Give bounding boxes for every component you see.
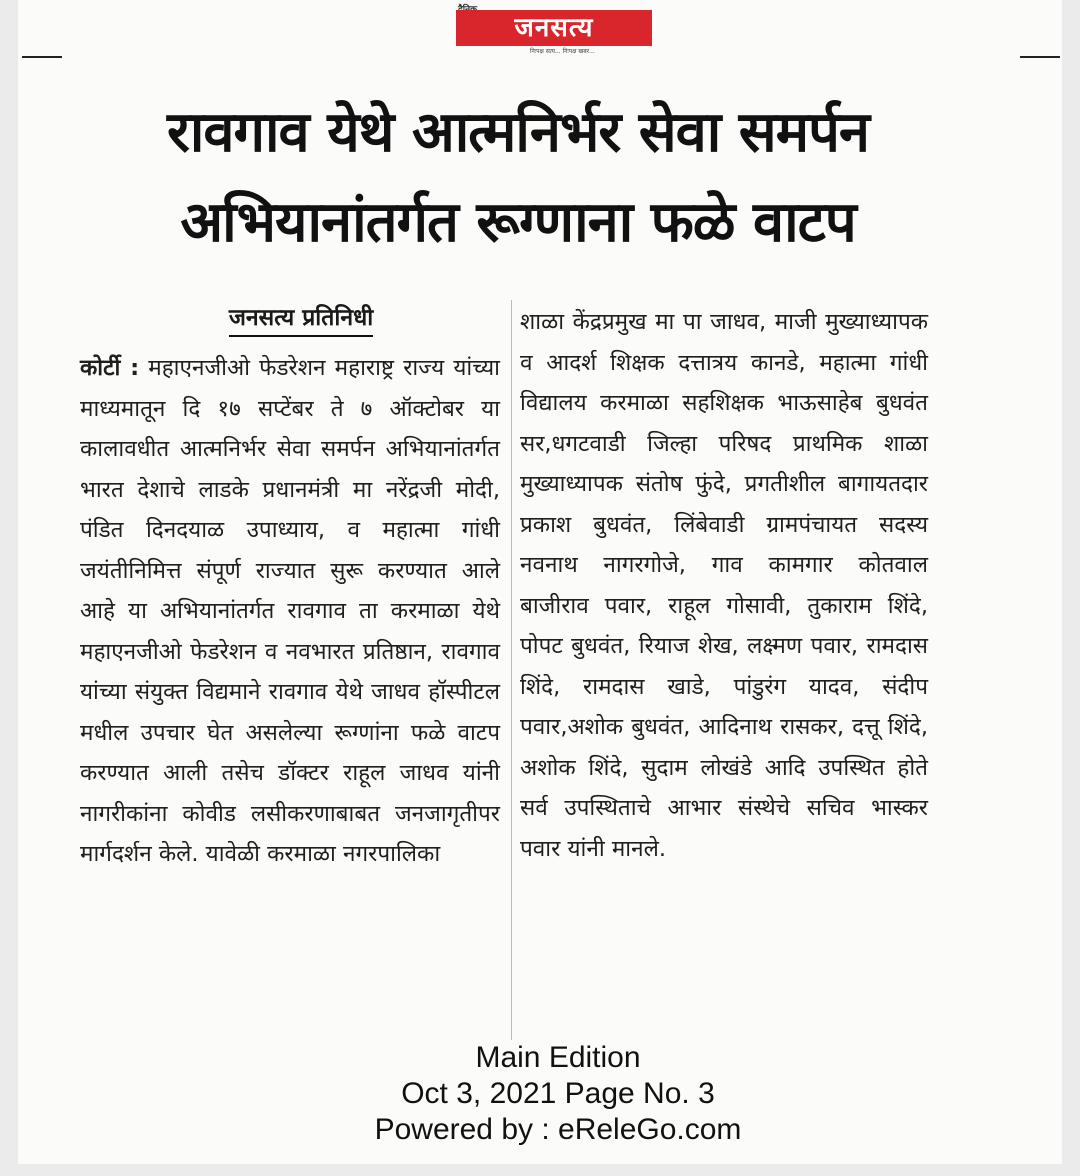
top-rule-right — [1020, 56, 1060, 58]
footer-date-page: Oct 3, 2021 Page No. 3 — [401, 1077, 715, 1110]
article-column-right — [520, 302, 928, 869]
footer-powered-by: Powered by : eReleGo.com — [374, 1113, 742, 1146]
masthead-name: जनसत्य — [456, 10, 652, 46]
article-byline — [96, 300, 506, 332]
headline-line-2: अभियानांतर्गत रूग्णाना फळे वाटप — [180, 190, 856, 255]
footer-edition: Main Edition — [475, 1041, 641, 1074]
headline-line-1: रावगाव येथे आत्मनिर्भर सेवा समर्पन — [166, 100, 869, 165]
top-rule-left — [22, 56, 62, 58]
masthead-tagline: निःपक्ष सत्य... निःपक्ष खबर... — [530, 48, 595, 55]
edition-footer — [318, 1040, 798, 1148]
masthead-logo — [448, 2, 658, 54]
right-column-text: शाळा केंद्रप्रमुख मा पा जाधव, माजी मुख्याध्यापक व आदर्श शिक्षक दत्तात्रय कानडे, महात्मा गांधी विद्यालय करमाळा सहशिक्षक भाऊसाहेब बुधवंत सर,धगटवाडी जिल्हा परिषद प्राथमिक शाळा मुख्याध्यापक संतोष फुंदे, प्रगतीशील बागायतदार प्रकाश बुधवंत, लिंबेवाडी ग्रामपंचायत सदस्य नवनाथ नागरगोजे, गाव कामगार कोतवाल बाजीराव पवार, राहूल गोसावी, तुकाराम शिंदे, पोपट बुधवंत, रियाज शेख, लक्ष्मण पवार, रामदास शिंदे, रामदास खाडे, पांडुरंग यादव, संदीप पवार,अशोक बुधवंत, आदिनाथ रासकर, दत्तू शिंदे, अशोक शिंदे, सुदाम लोखंडे आदि उपस्थित होते सर्व उपस्थिताचे आभार संस्थेचे सचिव भास्कर पवार यांनी मानले. — [520, 309, 928, 862]
byline-text: जनसत्य प्रतिनिधी — [229, 305, 373, 337]
column-divider — [511, 300, 512, 1040]
article-column-left — [80, 348, 500, 875]
article-headline — [68, 88, 968, 268]
article-dateline: कोर्टी : — [80, 355, 140, 381]
newspaper-clipping — [18, 0, 1062, 1164]
left-column-text: महाएनजीओ फेडरेशन महाराष्ट्र राज्य यांच्या माध्यमातून दि १७ सप्टेंबर ते ७ ऑक्टोबर या कालावधीत आत्मनिर्भर सेवा समर्पन अभियानांतर्गत भारत देशाचे लाडके प्रधानमंत्री मा नरेंद्रजी मोदी, पंडित दिनदयाळ उपाध्याय, व महात्मा गांधी जयंतीनिमित्त संपूर्ण राज्यात सुरू करण्यात आले आहे या अभियानांतर्गत रावगाव ता करमाळा येथे महाएनजीओ फेडरेशन व नवभारत प्रतिष्ठान, रावगाव यांच्या संयुक्त विद्यमाने रावगाव येथे जाधव हॉस्पीटल मधील उपचार घेत असलेल्या रूग्णांना फळे वाटप करण्यात आली तसेच डॉक्टर राहूल जाधव यांनी नागरीकांना कोवीड लसीकरणाबाबत जनजागृतीपर मार्गदर्शन केले. यावेळी करमाळा नगरपालिका — [80, 355, 501, 867]
